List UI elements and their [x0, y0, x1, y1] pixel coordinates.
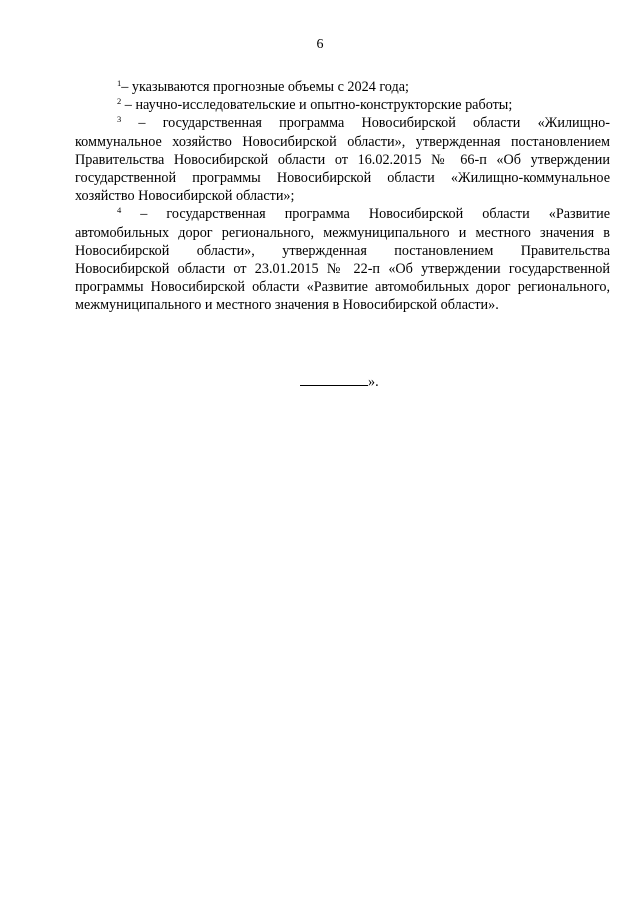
footnote-text: – указываются прогнозные объемы с 2024 года;	[121, 79, 409, 95]
closing-underline	[300, 373, 368, 386]
footnote-text: – научно-исследовательские и опытно-конструкторские работы;	[121, 97, 513, 114]
footnote-marker: 1	[117, 78, 122, 88]
footnote-1	[75, 78, 610, 96]
footnote-text: – государственная программа Новосибирской области «Жилищно-коммунальное хозяйство Новосибирской области», утвержденная постановлением Правительства Новосибирской области от 16.02.2015 № 66-п «Об утверждении государственной программы Новосибирской области «Жилищно-коммунальное хозяйство Новосибирской области»;	[75, 115, 610, 205]
closing-mark	[300, 373, 379, 391]
closing-quote: ».	[368, 374, 379, 390]
footnote-4	[75, 205, 610, 314]
footnote-marker: 3	[117, 114, 122, 125]
footnotes-list	[75, 78, 610, 315]
footnote-marker: 4	[117, 205, 122, 216]
footnote-text: – государственная программа Новосибирской области «Развитие автомобильных дорог регионального, межмуниципального и местного значения в Новосибирской области», утвержденная постановлением Правительства Новосибирской области от 23.01.2015 № 22-п «Об утверждении государственной программы Новосибирской области «Развитие автомобильных дорог регионального, межмуниципального и местного значения в Новосибирской области».	[75, 206, 610, 314]
footnote-3	[75, 114, 610, 205]
page-number: 6	[316, 37, 324, 52]
footnote-marker: 2	[117, 96, 122, 107]
footnote-2	[75, 96, 610, 114]
